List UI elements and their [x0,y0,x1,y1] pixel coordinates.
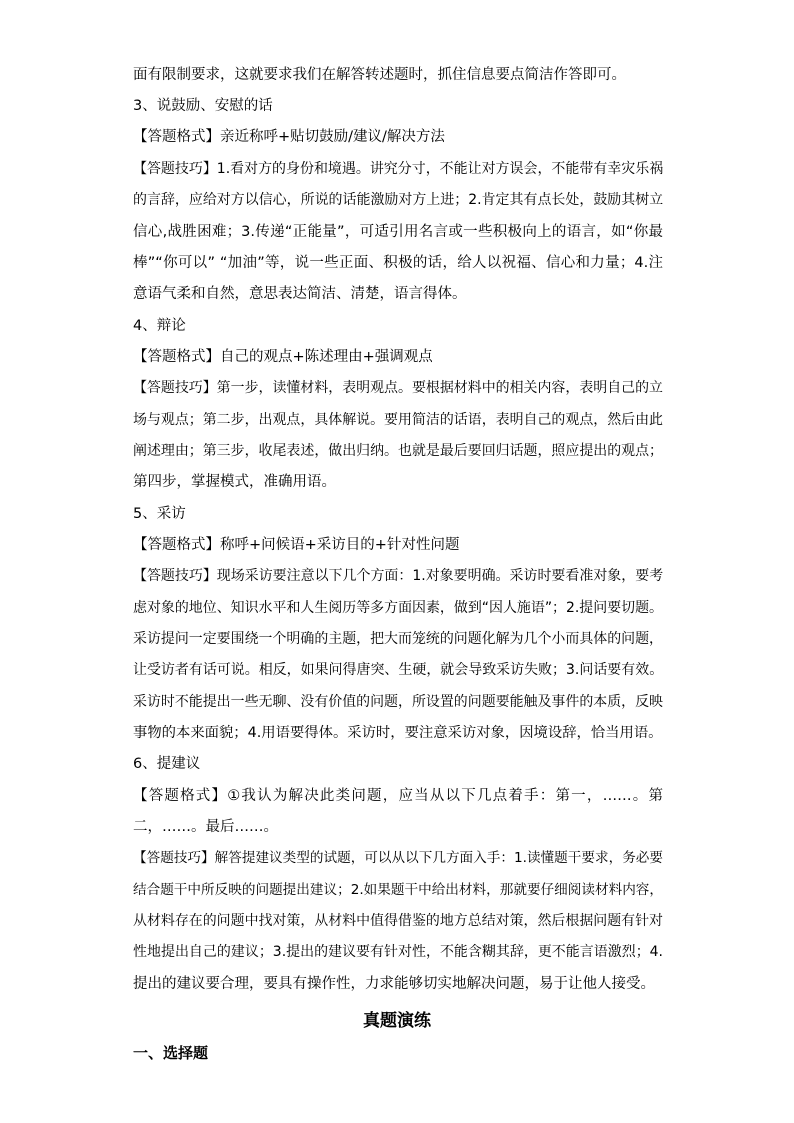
section-heading: 真题演练 [363,1011,431,1031]
text-line: 场与观点；第二步，出观点，具体解说。要用简洁的话语，表明自己的观点，然后由此 [133,412,663,428]
answer-format-line: 【答题格式】亲近称呼+贴切鼓励/建议/解决方法 [133,129,445,145]
text-line: 提出的建议要合理，要具有操作性，力求能够切实地解决问题，易于让他人接受。 [133,976,655,992]
text-line: 的言辞，应给对方以信心，所说的话能激励对方上进；2.肯定其有点长处，鼓励其树立 [133,192,664,208]
answer-format-line: 【答题格式】自己的观点+陈述理由+强调观点 [133,349,433,365]
text-line: 虑对象的地位、知识水平和人生阅历等多方面因素，做到“因人施语”；2.提问要切题。 [133,600,663,616]
subsection-heading: 一、选择题 [133,1044,209,1062]
text-line: 从材料存在的问题中找对策，从材料中值得借鉴的地方总结对策，然后根据问题有针对 [133,913,663,929]
text-line: 第四步，掌握模式，准确用语。 [133,474,336,490]
text-line: 阐述理由；第三步，收尾表述，做出归纳。也就是最后要回归话题，照应提出的观点； [133,443,663,459]
item-heading-5: 5、采访 [133,506,186,522]
text-line: 意语气柔和自然，意思表达简洁、清楚，语言得体。 [133,286,467,302]
text-line: 二，……。最后……。 [133,819,278,835]
answer-format-line: 【答题格式】称呼+问候语+采访目的+针对性问题 [133,537,460,553]
text-line: 结合题干中所反映的问题提出建议；2.如果题干中给出材料，那就要仔细阅读材料内容， [133,882,663,898]
item-heading-3: 3、说鼓励、安慰的话 [133,98,273,114]
text-line: 让受访者有话可说。相反，如果问得唐突、生硬，就会导致采访失败；3.问话要有效。 [133,662,664,678]
text-line: 事物的本来面貌；4.用语要得体。采访时，要注意采访对象，因境设辞，恰当用语。 [133,725,663,741]
text-line: 【答题技巧】第一步，读懂材料，表明观点。要根据材料中的相关内容，表明自己的立 [133,380,663,396]
text-line: 【答题技巧】解答提建议类型的试题，可以从以下几方面入手：1.读懂题干要求，务必要 [133,850,663,866]
text-line: 性地提出自己的建议；3.提出的建议要有针对性，不能含糊其辞，更不能言语激烈；4. [133,944,663,960]
text-line: 采访提问一定要围绕一个明确的主题，把大而笼统的问题化解为几个小而具体的问题， [133,631,663,647]
text-line: 棒”“你可以” “加油”等，说一些正面、积极的话，给人以祝福、信心和力量；4.注 [133,255,663,271]
text-line: 采访时不能提出一些无聊、没有价值的问题，所设置的问题要能触及事件的本质，反映 [133,694,663,710]
text-line: 【答题技巧】1.看对方的身份和境遇。讲究分寸，不能让对方误会，不能带有幸灾乐祸 [133,161,664,177]
item-heading-6: 6、提建议 [133,756,201,772]
item-heading-4: 4、辩论 [133,318,186,334]
text-line: 面有限制要求，这就要求我们在解答转述题时，抓住信息要点简洁作答即可。 [133,67,626,83]
answer-format-line: 【答题格式】①我认为解决此类问题，应当从以下几点着手：第一，……。第 [133,788,663,804]
text-line: 【答题技巧】现场采访要注意以下几个方面：1.对象要明确。采访时要看准对象，要考 [133,568,664,584]
text-line: 信心,战胜困难；3.传递“正能量”，可适引用名言或一些积极向上的语言，如“你最 [133,224,663,240]
